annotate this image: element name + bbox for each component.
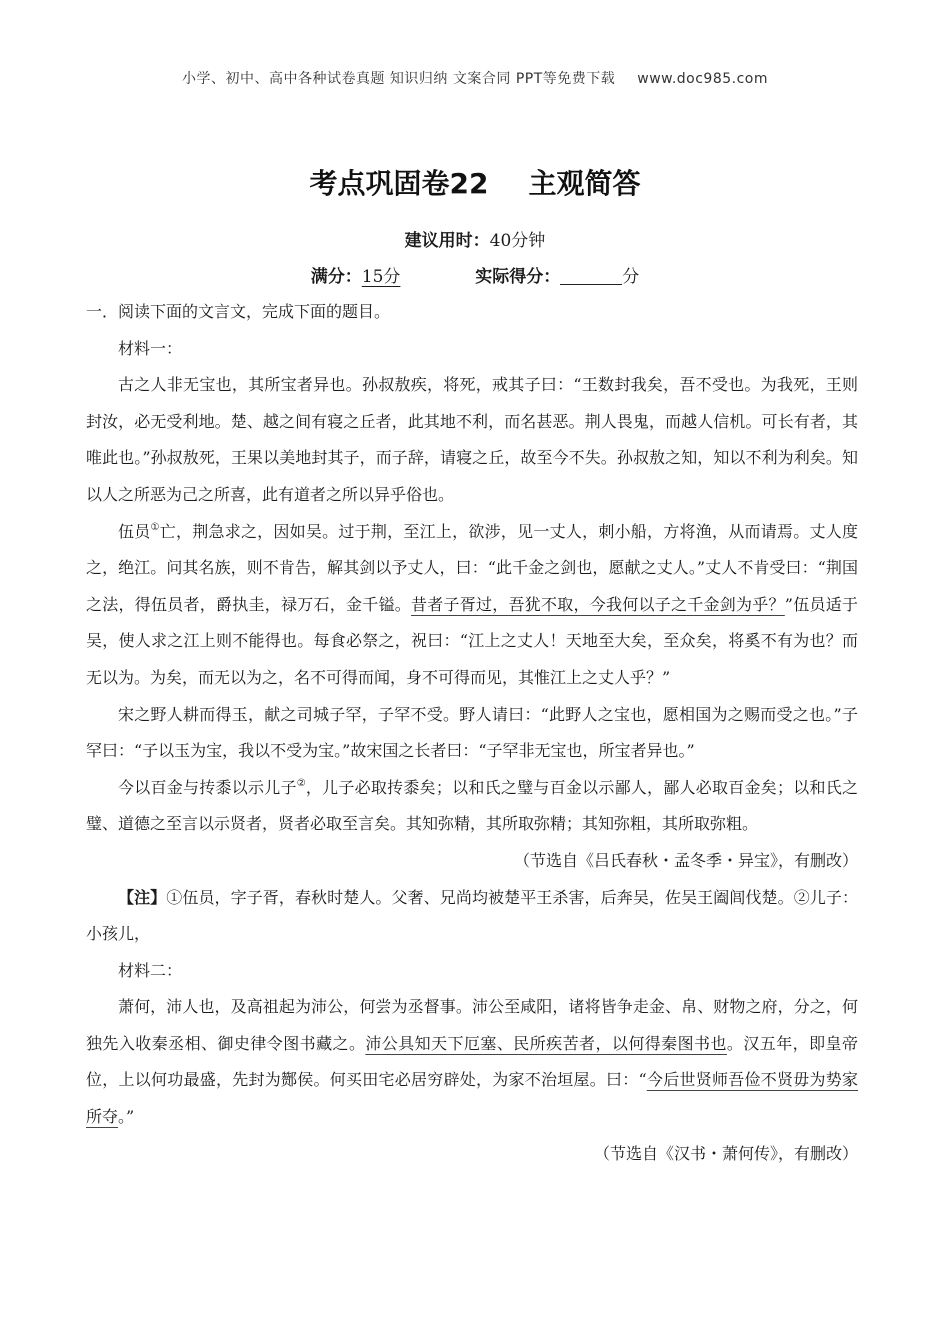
material2-label: 材料二： (118, 960, 183, 980)
passage-paragraph-5: 萧何，沛人也，及高祖起为沛公，何尝为丞督事。沛公至咸阳，诸将皆争走金、帛、财物之府，分之，何独先入收秦丞相、御史律令图书藏之。沛公具知天下厄塞、民所疾苦者，以何得秦图书也。汉五年，即皇帝位，上以何功最盛，先封为酂侯。何买田宅必居穷辟处，为家不治垣屋。曰：“今后世贤师吾俭不贤毋为势家所夺。” (86, 997, 858, 1127)
full-score-label: 满分： (310, 267, 362, 287)
question-body (86, 294, 858, 1172)
title-sub: 主观简答 (528, 167, 641, 200)
score-line (0, 262, 950, 287)
material1-label: 材料一： (118, 338, 183, 358)
timing-value: 40分钟 (489, 231, 546, 251)
underlined-sentence-1: 昔者子胥过，吾犹不取，今我何以子之千金剑为乎？ (411, 594, 785, 614)
header-text: 小学、初中、高中各种试卷真题 知识归纳 文案合同 PPT等免费下载 (181, 71, 616, 87)
note-label: 【注】 (118, 887, 167, 907)
note-text: ①伍员，字子胥，春秋时楚人。父奢、兄尚均被楚平王杀害，后奔吴，佐吴王阖闾伐楚。②儿子：小孩儿， (86, 887, 858, 944)
underlined-sentence-3: 今后世贤师吾俭不贤毋为势家所夺 (86, 1070, 858, 1127)
footnote-ref-1: ① (150, 521, 160, 533)
underlined-sentence-2: 沛公具知天下厄塞、民所疾苦者，以何得秦图书也 (365, 1033, 727, 1053)
source-citation-2: （节选自《汉书・萧何传》，有删改） (593, 1143, 858, 1163)
site-header (0, 68, 950, 88)
actual-score-unit: 分 (622, 267, 640, 287)
section-heading: 一．阅读下面的文言文，完成下面的题目。 (86, 302, 391, 321)
source-citation-1: （节选自《吕氏春秋・孟冬季・异宝》，有删改） (513, 850, 858, 870)
annotation-note (86, 880, 858, 953)
passage-paragraph-4: 今以百金与抟黍以示儿子②，儿子必取抟黍矣；以和氏之璧与百金以示鄙人，鄙人必取百金矣；以和氏之璧、道德之至言以示贤者，贤者必取至言矣。其知弥精，其所取弥精；其知弥粗，其所取弥粗。 (86, 777, 858, 834)
page-title (0, 162, 950, 202)
timing-label: 建议用时： (404, 231, 490, 251)
passage-paragraph-2: 伍员①亡，荆急求之，因如吴。过于荆，至江上，欲涉，见一丈人，刺小船，方将渔，从而请焉。丈人度之，绝江。问其名族，则不肯告，解其剑以予丈人，曰：“此千金之剑也，愿献之丈人。”丈人不肯受曰：“荆国之法，得伍员者，爵执圭，禄万石，金千镒。昔者子胥过，吾犹不取，今我何以子之千金剑为乎？”伍员适于吴，使人求之江上则不能得也。每食必祭之，祝曰：“江上之丈人！天地至大矣，至众矣，将奚不有为也？而无以为。为矣，而无以为之，名不可得而闻，身不可得而见，其惟江上之丈人乎？” (86, 521, 858, 687)
title-main: 考点巩固卷22 (309, 167, 489, 200)
actual-score-blank[interactable] (560, 266, 622, 285)
full-score-value: 15分 (361, 267, 401, 287)
header-url-link[interactable]: www.doc985.com (637, 71, 769, 87)
actual-score-label: 实际得分： (475, 267, 561, 287)
passage-paragraph-1: 古之人非无宝也，其所宝者异也。孙叔敖疾，将死，戒其子曰：“王数封我矣，吾不受也。为我死，王则封汝，必无受利地。楚、越之间有寝之丘者，此其地不利，而名甚恶。荆人畏鬼，而越人信机。可长有者，其唯此也。”孙叔敖死，王果以美地封其子，而子辞，请寝之丘，故至今不失。孙叔敖之知，知以不利为利矣。知以人之所恶为己之所喜，此有道者之所以异乎俗也。 (86, 375, 858, 504)
passage-paragraph-3: 宋之野人耕而得玉，献之司城子罕，子罕不受。野人请曰：“此野人之宝也，愿相国为之赐而受之也。”子罕曰：“子以玉为宝，我以不受为宝。”故宋国之长者曰：“子罕非无宝也，所宝者异也。” (86, 704, 858, 761)
suggested-time (0, 226, 950, 251)
footnote-ref-2: ② (296, 777, 306, 789)
